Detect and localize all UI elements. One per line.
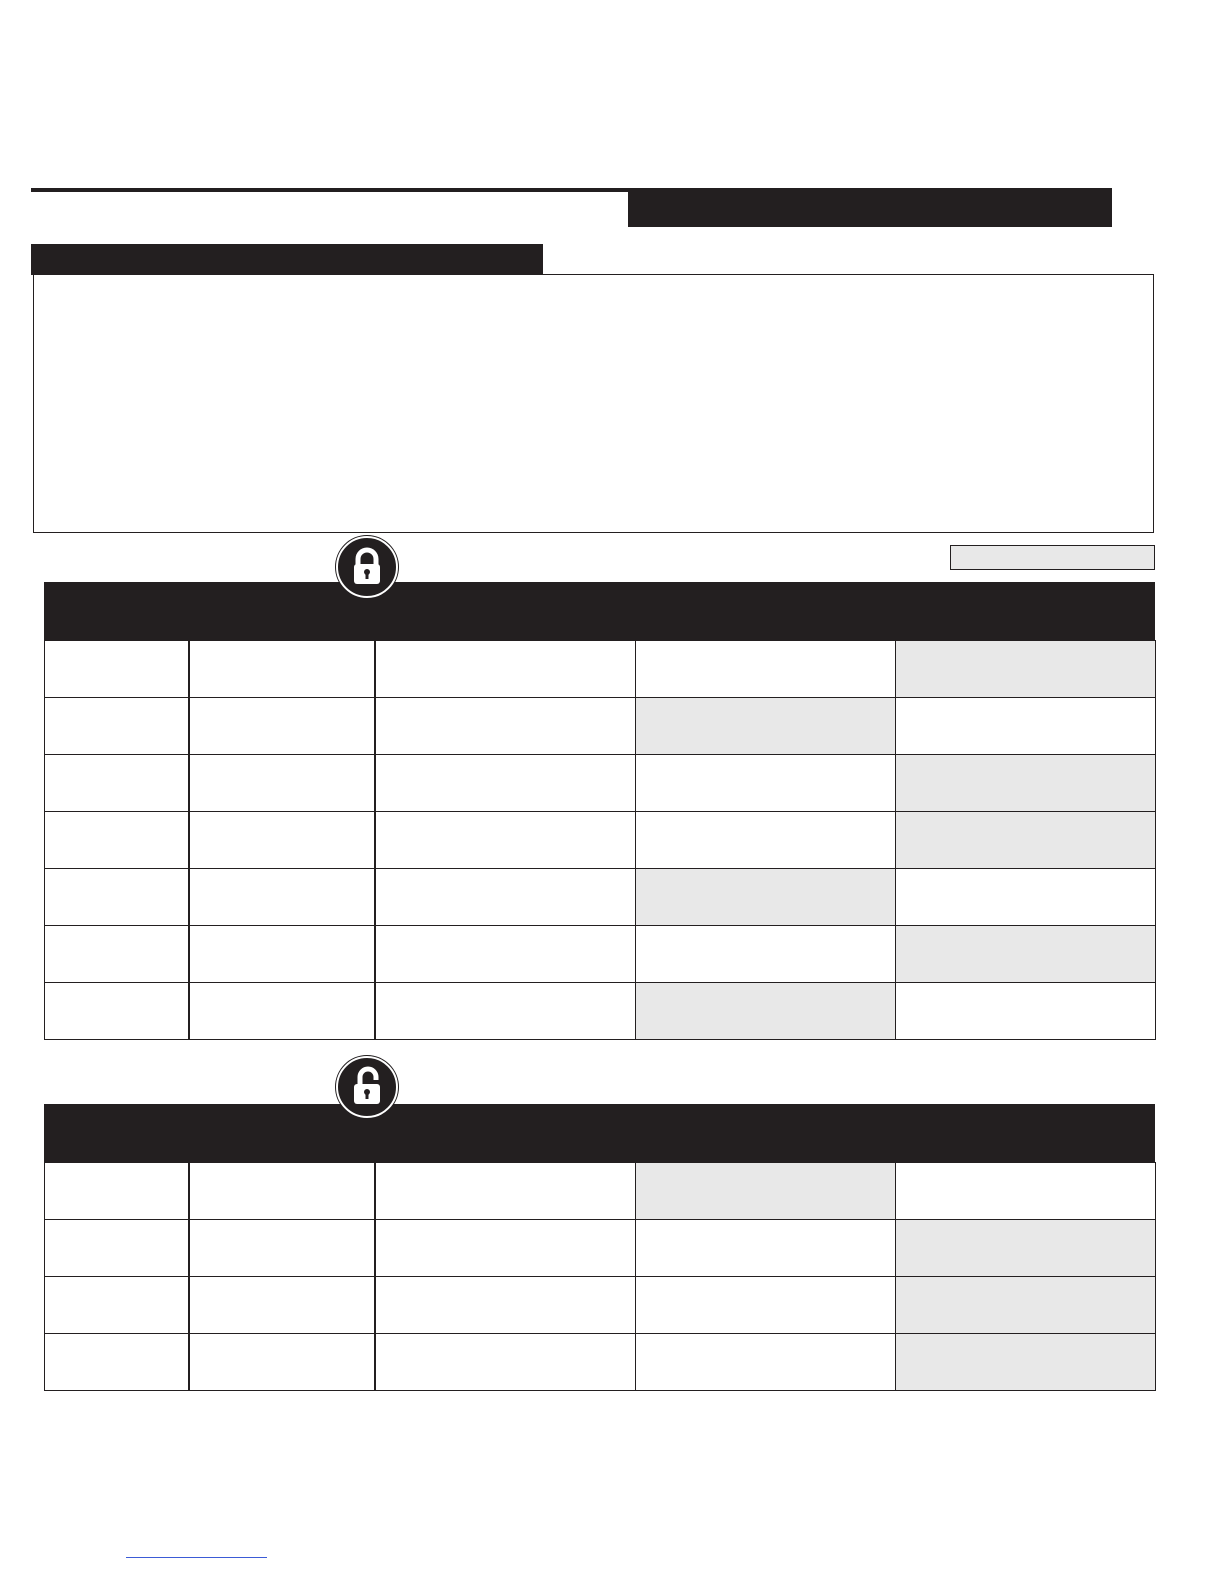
table-row	[45, 1277, 1156, 1334]
table-cell[interactable]	[896, 926, 1156, 983]
table-row	[45, 1163, 1156, 1220]
table-cell[interactable]	[896, 1277, 1156, 1334]
table-cell[interactable]	[896, 1220, 1156, 1277]
table-cell[interactable]	[896, 983, 1156, 1040]
footer-link[interactable]	[126, 1557, 267, 1558]
padlock-open-badge	[336, 1056, 398, 1118]
table-row	[45, 698, 1156, 755]
unlocked-table	[44, 1162, 1156, 1391]
table-cell[interactable]	[896, 869, 1156, 926]
table-cell[interactable]	[189, 983, 375, 1040]
table-cell[interactable]	[189, 1163, 375, 1220]
table-cell[interactable]	[189, 641, 375, 698]
table-cell[interactable]	[896, 812, 1156, 869]
table-cell[interactable]	[189, 755, 375, 812]
padlock-open-icon	[338, 1058, 396, 1116]
table-cell[interactable]	[636, 698, 896, 755]
table-row	[45, 1220, 1156, 1277]
table-cell[interactable]	[896, 1163, 1156, 1220]
table-cell[interactable]	[636, 812, 896, 869]
table-cell[interactable]	[189, 1220, 375, 1277]
table-row	[45, 926, 1156, 983]
table-cell[interactable]	[45, 698, 189, 755]
table-cell[interactable]	[189, 869, 375, 926]
table-cell[interactable]	[636, 755, 896, 812]
table-cell[interactable]	[375, 869, 636, 926]
padlock-closed-icon	[338, 538, 396, 596]
table-cell[interactable]	[189, 926, 375, 983]
table-cell[interactable]	[896, 698, 1156, 755]
locked-table	[44, 640, 1156, 1040]
table-cell[interactable]	[45, 1277, 189, 1334]
table-cell[interactable]	[375, 1334, 636, 1391]
table-cell[interactable]	[45, 755, 189, 812]
table-cell[interactable]	[375, 1163, 636, 1220]
padlock-closed-badge	[336, 536, 398, 598]
table-cell[interactable]	[896, 641, 1156, 698]
table-cell[interactable]	[189, 1277, 375, 1334]
table-cell[interactable]	[636, 1220, 896, 1277]
table-cell[interactable]	[45, 641, 189, 698]
table-cell[interactable]	[189, 1334, 375, 1391]
table-cell[interactable]	[896, 1334, 1156, 1391]
table-cell[interactable]	[636, 1334, 896, 1391]
section-tab	[31, 244, 543, 275]
locked-table-header	[44, 582, 1155, 640]
table-cell[interactable]	[45, 1334, 189, 1391]
table-cell[interactable]	[636, 1163, 896, 1220]
table-cell[interactable]	[375, 1277, 636, 1334]
table-cell[interactable]	[375, 983, 636, 1040]
table-cell[interactable]	[375, 755, 636, 812]
table-cell[interactable]	[375, 698, 636, 755]
table-row	[45, 812, 1156, 869]
table-cell[interactable]	[636, 926, 896, 983]
table-cell[interactable]	[636, 1277, 896, 1334]
table-cell[interactable]	[45, 1163, 189, 1220]
notes-box[interactable]	[33, 274, 1154, 533]
table-row	[45, 1334, 1156, 1391]
table-cell[interactable]	[45, 1220, 189, 1277]
table-row	[45, 983, 1156, 1040]
table-cell[interactable]	[45, 869, 189, 926]
unlocked-table-header	[44, 1104, 1155, 1162]
label-field[interactable]	[950, 545, 1155, 570]
table-row	[45, 641, 1156, 698]
table-cell[interactable]	[636, 983, 896, 1040]
table-cell[interactable]	[375, 812, 636, 869]
table-row	[45, 869, 1156, 926]
title-bar	[628, 188, 1112, 227]
table-cell[interactable]	[375, 926, 636, 983]
table-cell[interactable]	[45, 983, 189, 1040]
table-cell[interactable]	[375, 641, 636, 698]
table-cell[interactable]	[896, 755, 1156, 812]
table-row	[45, 755, 1156, 812]
table-cell[interactable]	[45, 812, 189, 869]
table-cell[interactable]	[636, 641, 896, 698]
table-cell[interactable]	[45, 926, 189, 983]
table-cell[interactable]	[189, 698, 375, 755]
table-cell[interactable]	[636, 869, 896, 926]
table-cell[interactable]	[189, 812, 375, 869]
table-cell[interactable]	[375, 1220, 636, 1277]
